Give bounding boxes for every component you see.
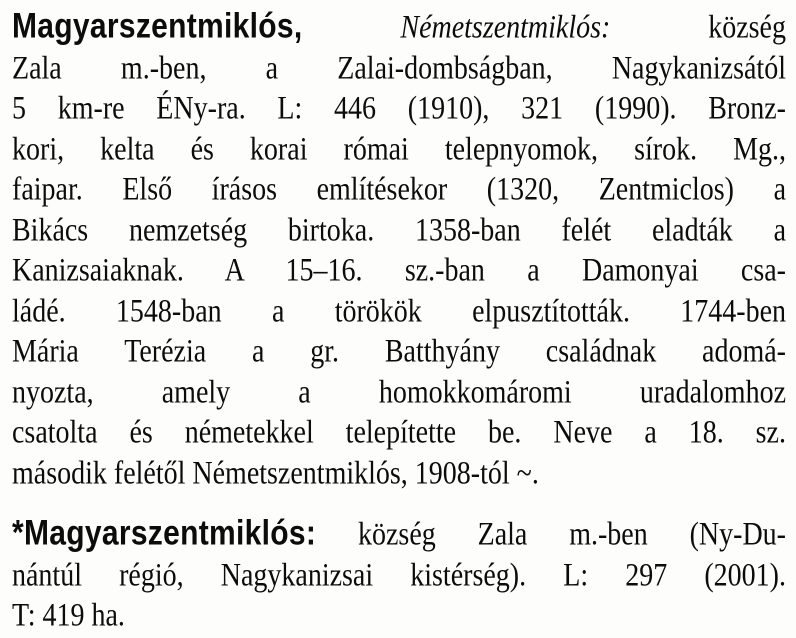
text-line: faipar. Első írásos említésekor (1320, Zentmiclos) a <box>12 171 786 208</box>
headword-bold: *Magyarszentmiklós: <box>12 513 317 553</box>
text-line: kori, kelta és korai római telepnyomok, sírok. Mg., <box>12 130 786 168</box>
line-text: község <box>708 9 786 46</box>
entry-magyarszentmiklos <box>12 7 786 494</box>
text-line: második felétől Németszentmiklós, 1908-tól ~. <box>12 454 539 492</box>
headword-bold: Magyarszentmiklós, <box>12 6 303 46</box>
text-line: 5 km-re ÉNy-ra. L: 446 (1910), 321 (1990). Bronz- <box>12 90 786 127</box>
entry-magyarszentmiklos-modern <box>12 514 786 637</box>
text-line: T: 419 ha. <box>12 597 125 634</box>
alt-name-italic: Németszentmiklós: <box>400 9 611 46</box>
text-line: csatolta és németekkel telepítette be. Neve a 18. sz. <box>12 414 786 451</box>
text-line: nyozta, amely a homokkomáromi uradalomhoz <box>12 373 786 411</box>
text-line: Zala m.-ben, a Zalai-dombságban, Nagykanizsától <box>12 49 786 87</box>
text-line: Bikács nemzetség birtoka. 1358-ban felét eladták a <box>12 211 786 249</box>
text-line: ládé. 1548-ban a törökök elpusztították. 1744-ben <box>12 292 786 330</box>
text-line: Kanizsaiaknak. A 15–16. sz.-ban a Damonyai csa- <box>12 252 786 289</box>
text-line: nántúl régió, Nagykanizsai kistérség). L: 297 (2001). <box>12 556 786 594</box>
line-text: község Zala m.-ben (Ny-Du- <box>358 516 787 553</box>
text-line: Mária Terézia a gr. Batthyány családnak adomá- <box>12 333 786 370</box>
